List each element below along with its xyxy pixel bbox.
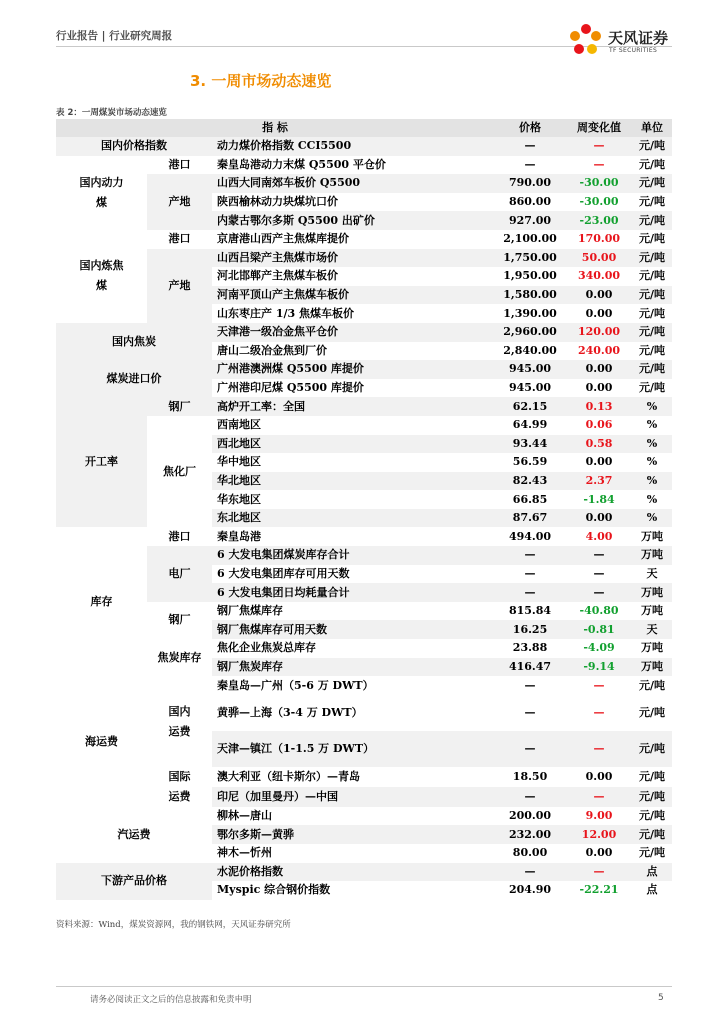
price-cell: 87.67 (494, 509, 566, 528)
footer-divider (56, 986, 672, 987)
price-cell: 200.00 (494, 807, 566, 826)
price-cell: 1,950.00 (494, 267, 566, 286)
group-label: 海运费 (56, 676, 147, 807)
price-cell: 1,390.00 (494, 304, 566, 323)
change-cell: 0.06 (566, 416, 632, 435)
col-indicator: 指 标 (56, 119, 494, 137)
unit-cell: 万吨 (632, 527, 672, 546)
unit-cell: 元/吨 (632, 267, 672, 286)
indicator-name: 高炉开工率：全国 (212, 397, 494, 416)
col-price: 价格 (494, 119, 566, 137)
table-row (56, 416, 672, 435)
unit-cell: % (632, 435, 672, 454)
indicator-name: 钢厂焦炭库存 (212, 658, 494, 677)
unit-cell: 天 (632, 565, 672, 584)
price-cell: 927.00 (494, 211, 566, 230)
group-label: 煤炭进口价 (56, 360, 212, 397)
indicator-name: 河南平顶山产主焦煤车板价 (212, 286, 494, 305)
change-cell: — (566, 583, 632, 602)
table-row (56, 527, 672, 546)
table-row (56, 397, 672, 416)
price-cell: 2,960.00 (494, 323, 566, 342)
logo-text-en: TF SECURITIES (609, 47, 658, 54)
indicator-name: 内蒙古鄂尔多斯 Q5500 出矿价 (212, 211, 494, 230)
table-row (56, 174, 672, 193)
price-cell: 204.90 (494, 881, 566, 900)
indicator-name: Myspic 综合钢价指数 (212, 881, 494, 900)
indicator-name: 神木—忻州 (212, 844, 494, 863)
price-cell: 82.43 (494, 472, 566, 491)
change-cell: — (566, 156, 632, 175)
change-cell: 0.00 (566, 767, 632, 787)
price-cell: 945.00 (494, 360, 566, 379)
price-cell: 64.99 (494, 416, 566, 435)
table-row (56, 230, 672, 249)
unit-cell: 万吨 (632, 546, 672, 565)
unit-cell: % (632, 453, 672, 472)
subgroup-label (147, 767, 212, 807)
coal-market-table (56, 119, 672, 900)
change-cell: — (566, 787, 632, 807)
price-cell: 494.00 (494, 527, 566, 546)
indicator-name: 山西吕梁产主焦煤市场价 (212, 249, 494, 268)
change-cell: 0.00 (566, 509, 632, 528)
change-cell: 170.00 (566, 230, 632, 249)
indicator-name: 广州港澳洲煤 Q5500 库提价 (212, 360, 494, 379)
unit-cell: 万吨 (632, 658, 672, 677)
indicator-name: 天津港一级冶金焦平仓价 (212, 323, 494, 342)
price-cell: 18.50 (494, 767, 566, 787)
unit-cell: 元/吨 (632, 137, 672, 156)
change-cell: 0.13 (566, 397, 632, 416)
price-cell: — (494, 583, 566, 602)
indicator-name: 6 大发电集团煤炭库存合计 (212, 546, 494, 565)
unit-cell: % (632, 490, 672, 509)
unit-cell: % (632, 509, 672, 528)
unit-cell: 点 (632, 863, 672, 882)
price-cell: — (494, 546, 566, 565)
indicator-name: 华北地区 (212, 472, 494, 491)
price-cell: 232.00 (494, 825, 566, 844)
price-cell: — (494, 863, 566, 882)
group-label: 库存 (56, 527, 147, 676)
group-label: 下游产品价格 (56, 863, 212, 900)
group-label-text: 国内动力煤 (79, 175, 124, 209)
subgroup-label: 港口 (147, 230, 212, 249)
price-cell: 66.85 (494, 490, 566, 509)
change-cell: -40.80 (566, 602, 632, 621)
price-cell: — (494, 676, 566, 695)
change-cell: 12.00 (566, 825, 632, 844)
unit-cell: 元/吨 (632, 156, 672, 175)
unit-cell: 天 (632, 620, 672, 639)
table-row (56, 807, 672, 826)
unit-cell: 元/吨 (632, 825, 672, 844)
indicator-name: 秦皇岛港 (212, 527, 494, 546)
group-label: 国内焦炭 (56, 323, 212, 360)
price-cell: 416.47 (494, 658, 566, 677)
unit-cell: 元/吨 (632, 767, 672, 787)
change-cell: — (566, 137, 632, 156)
unit-cell: 元/吨 (632, 193, 672, 212)
indicator-name: 澳大利亚（纽卡斯尔）—青岛 (212, 767, 494, 787)
change-cell: 240.00 (566, 342, 632, 361)
price-cell: 62.15 (494, 397, 566, 416)
price-cell: — (494, 156, 566, 175)
indicator-name: 钢厂焦煤库存可用天数 (212, 620, 494, 639)
table-row (56, 639, 672, 658)
unit-cell: 点 (632, 881, 672, 900)
change-cell: 0.00 (566, 360, 632, 379)
table-row (56, 767, 672, 787)
change-cell: 2.37 (566, 472, 632, 491)
change-cell: -30.00 (566, 174, 632, 193)
change-cell: 120.00 (566, 323, 632, 342)
change-cell: -30.00 (566, 193, 632, 212)
unit-cell: 元/吨 (632, 323, 672, 342)
indicator-name: 华东地区 (212, 490, 494, 509)
subgroup-label: 港口 (147, 156, 212, 175)
indicator-name: 东北地区 (212, 509, 494, 528)
subgroup-label-text: 国际运费 (168, 769, 191, 803)
change-cell: -23.00 (566, 211, 632, 230)
unit-cell: 元/吨 (632, 695, 672, 731)
change-cell: — (566, 695, 632, 731)
change-cell: 9.00 (566, 807, 632, 826)
unit-cell: 元/吨 (632, 844, 672, 863)
indicator-name: 6 大发电集团库存可用天数 (212, 565, 494, 584)
change-cell: — (566, 565, 632, 584)
subgroup-label: 产地 (147, 249, 212, 323)
change-cell: 0.00 (566, 379, 632, 398)
change-cell: — (566, 546, 632, 565)
unit-cell: 万吨 (632, 639, 672, 658)
change-cell: — (566, 863, 632, 882)
indicator-name: 山西大同南郊车板价 Q5500 (212, 174, 494, 193)
page-number: 5 (658, 993, 664, 1003)
change-cell: 340.00 (566, 267, 632, 286)
subgroup-label (147, 676, 212, 767)
indicator-name: 河北邯郸产主焦煤车板价 (212, 267, 494, 286)
subgroup-label: 钢厂 (147, 397, 212, 416)
unit-cell: 元/吨 (632, 211, 672, 230)
indicator-name: 黄骅—上海（3-4 万 DWT） (212, 695, 494, 731)
unit-cell: 元/吨 (632, 360, 672, 379)
indicator-name: 秦皇岛港动力末煤 Q5500 平仓价 (212, 156, 494, 175)
price-cell: 2,840.00 (494, 342, 566, 361)
indicator-name: 焦化企业焦炭总库存 (212, 639, 494, 658)
group-label (56, 156, 147, 230)
table-caption: 表 2：一周煤炭市场动态速览 (56, 108, 167, 118)
change-cell: — (566, 676, 632, 695)
change-cell: 0.00 (566, 286, 632, 305)
subgroup-label-text: 国内运费 (168, 704, 191, 738)
data-source-note: 资料来源：Wind，煤炭资源网，我的钢铁网，天风证券研究所 (56, 920, 291, 930)
price-cell: 1,580.00 (494, 286, 566, 305)
table-row (56, 137, 672, 156)
disclaimer-text: 请务必阅读正文之后的信息披露和免责申明 (90, 995, 252, 1005)
change-cell: 0.00 (566, 453, 632, 472)
change-cell: 0.00 (566, 304, 632, 323)
indicator-name: 陕西榆林动力块煤坑口价 (212, 193, 494, 212)
table-row (56, 863, 672, 882)
indicator-name: 华中地区 (212, 453, 494, 472)
price-cell: 80.00 (494, 844, 566, 863)
table-row (56, 676, 672, 695)
logo-text-cn: 天风证券 (608, 29, 669, 47)
price-cell: 945.00 (494, 379, 566, 398)
indicator-name: 西北地区 (212, 435, 494, 454)
unit-cell: 元/吨 (632, 304, 672, 323)
unit-cell: 元/吨 (632, 787, 672, 807)
group-label-text: 国内炼焦煤 (79, 259, 124, 293)
indicator-name: 京唐港山西产主焦煤库提价 (212, 230, 494, 249)
change-cell: 50.00 (566, 249, 632, 268)
price-cell: — (494, 565, 566, 584)
price-cell: — (494, 695, 566, 731)
table-row (56, 249, 672, 268)
indicator-name: 鄂尔多斯—黄骅 (212, 825, 494, 844)
price-cell: — (494, 137, 566, 156)
table-header-row (56, 119, 672, 137)
indicator-name: 西南地区 (212, 416, 494, 435)
indicator-name: 唐山二级冶金焦到厂价 (212, 342, 494, 361)
price-cell: 56.59 (494, 453, 566, 472)
subgroup-label: 焦炭库存 (147, 639, 212, 676)
table-row (56, 546, 672, 565)
price-cell: — (494, 787, 566, 807)
table-row (56, 156, 672, 175)
group-label (56, 230, 147, 323)
change-cell: -1.84 (566, 490, 632, 509)
change-cell: 0.00 (566, 844, 632, 863)
price-cell: 93.44 (494, 435, 566, 454)
indicator-name: 印尼（加里曼丹）—中国 (212, 787, 494, 807)
indicator-name: 钢厂焦煤库存 (212, 602, 494, 621)
indicator-name: 山东枣庄产 1/3 焦煤车板价 (212, 304, 494, 323)
group-label: 开工率 (56, 397, 147, 527)
change-cell: — (566, 731, 632, 767)
report-type-label: 行业报告 | 行业研究周报 (56, 30, 173, 42)
unit-cell: 元/吨 (632, 807, 672, 826)
unit-cell: 万吨 (632, 583, 672, 602)
price-cell: 23.88 (494, 639, 566, 658)
indicator-name: 秦皇岛—广州（5-6 万 DWT） (212, 676, 494, 695)
price-cell: 860.00 (494, 193, 566, 212)
indicator-name: 天津—镇江（1-1.5 万 DWT） (212, 731, 494, 767)
table-row (56, 360, 672, 379)
subgroup-label: 港口 (147, 527, 212, 546)
price-cell: — (494, 731, 566, 767)
section-title: 3. 一周市场动态速览 (190, 72, 332, 90)
change-cell: 0.58 (566, 435, 632, 454)
unit-cell: 元/吨 (632, 286, 672, 305)
unit-cell: 元/吨 (632, 342, 672, 361)
change-cell: -4.09 (566, 639, 632, 658)
col-change: 周变化值 (566, 119, 632, 137)
change-cell: -22.21 (566, 881, 632, 900)
table-row (56, 602, 672, 621)
subgroup-label: 产地 (147, 174, 212, 230)
unit-cell: % (632, 472, 672, 491)
price-cell: 790.00 (494, 174, 566, 193)
price-cell: 16.25 (494, 620, 566, 639)
price-cell: 815.84 (494, 602, 566, 621)
indicator-name: 柳林—唐山 (212, 807, 494, 826)
indicator-name: 广州港印尼煤 Q5500 库提价 (212, 379, 494, 398)
indicator-name: 水泥价格指数 (212, 863, 494, 882)
change-cell: -9.14 (566, 658, 632, 677)
unit-cell: 元/吨 (632, 230, 672, 249)
group-label: 国内价格指数 (56, 137, 212, 156)
group-label: 汽运费 (56, 807, 212, 863)
unit-cell: 元/吨 (632, 174, 672, 193)
change-cell: -0.81 (566, 620, 632, 639)
change-cell: 4.00 (566, 527, 632, 546)
table-row (56, 323, 672, 342)
unit-cell: 元/吨 (632, 731, 672, 767)
unit-cell: % (632, 416, 672, 435)
price-cell: 1,750.00 (494, 249, 566, 268)
subgroup-label: 电厂 (147, 546, 212, 602)
indicator-name: 动力煤价格指数 CCI5500 (212, 137, 494, 156)
unit-cell: 万吨 (632, 602, 672, 621)
unit-cell: % (632, 397, 672, 416)
unit-cell: 元/吨 (632, 676, 672, 695)
col-unit: 单位 (632, 119, 672, 137)
subgroup-label: 焦化厂 (147, 416, 212, 528)
subgroup-label: 钢厂 (147, 602, 212, 639)
unit-cell: 元/吨 (632, 379, 672, 398)
indicator-name: 6 大发电集团日均耗量合计 (212, 583, 494, 602)
unit-cell: 元/吨 (632, 249, 672, 268)
price-cell: 2,100.00 (494, 230, 566, 249)
